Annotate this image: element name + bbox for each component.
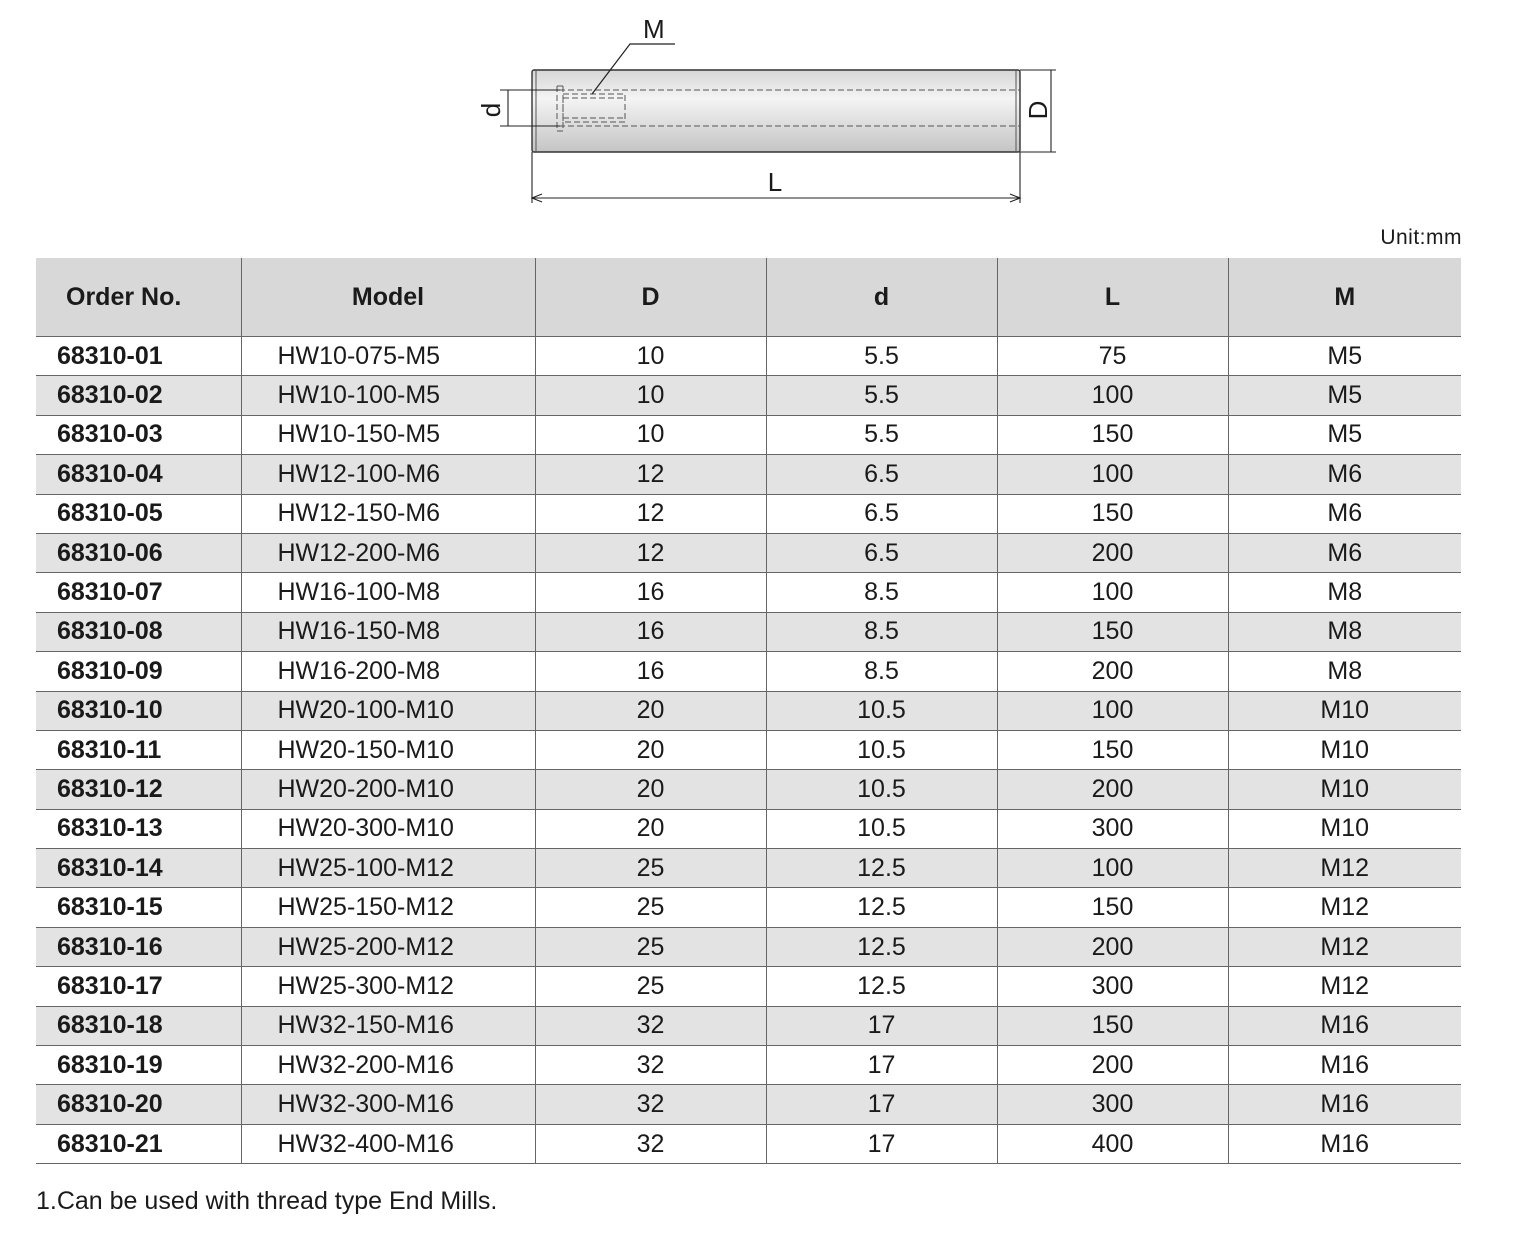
label-d: d (476, 102, 506, 118)
cell-model: HW32-150-M16 (241, 1006, 535, 1045)
label-M: M (643, 14, 665, 44)
cell-M: M16 (1228, 1085, 1461, 1124)
cell-d: 12.5 (766, 967, 997, 1006)
cell-model: HW20-300-M10 (241, 809, 535, 848)
table-row (36, 730, 1461, 769)
table-row (36, 967, 1461, 1006)
cell-D: 32 (535, 1124, 766, 1163)
cell-L: 100 (997, 455, 1228, 494)
cell-L: 300 (997, 967, 1228, 1006)
table-row (36, 927, 1461, 966)
table-row (36, 888, 1461, 927)
cell-L: 200 (997, 533, 1228, 572)
cell-M: M12 (1228, 927, 1461, 966)
cell-model: HW16-150-M8 (241, 612, 535, 651)
cell-d: 5.5 (766, 415, 997, 454)
cell-D: 20 (535, 691, 766, 730)
cell-M: M12 (1228, 967, 1461, 1006)
cell-order-no: 68310-11 (36, 730, 241, 769)
cell-D: 20 (535, 770, 766, 809)
cell-model: HW25-100-M12 (241, 849, 535, 888)
cell-model: HW12-200-M6 (241, 533, 535, 572)
cell-model: HW10-075-M5 (241, 337, 535, 376)
shaft-body (532, 70, 1020, 152)
cell-L: 75 (997, 337, 1228, 376)
cell-M: M12 (1228, 888, 1461, 927)
cell-M: M8 (1228, 612, 1461, 651)
table-header-row (36, 258, 1461, 337)
table-row (36, 809, 1461, 848)
cell-M: M10 (1228, 809, 1461, 848)
cell-D: 20 (535, 730, 766, 769)
cell-D: 25 (535, 888, 766, 927)
cell-d: 6.5 (766, 533, 997, 572)
cell-order-no: 68310-12 (36, 770, 241, 809)
cell-order-no: 68310-08 (36, 612, 241, 651)
cell-D: 16 (535, 612, 766, 651)
cell-D: 10 (535, 415, 766, 454)
table-body (36, 337, 1461, 1164)
cell-model: HW25-300-M12 (241, 967, 535, 1006)
cell-D: 32 (535, 1006, 766, 1045)
cell-order-no: 68310-10 (36, 691, 241, 730)
cell-order-no: 68310-17 (36, 967, 241, 1006)
holder-dimension-drawing (470, 10, 1070, 215)
cell-M: M8 (1228, 652, 1461, 691)
table-row (36, 1046, 1461, 1085)
table-row (36, 494, 1461, 533)
cell-d: 10.5 (766, 691, 997, 730)
cell-L: 100 (997, 849, 1228, 888)
cell-order-no: 68310-01 (36, 337, 241, 376)
cell-D: 10 (535, 376, 766, 415)
cell-L: 150 (997, 612, 1228, 651)
cell-model: HW12-150-M6 (241, 494, 535, 533)
cell-order-no: 68310-07 (36, 573, 241, 612)
header-model: Model (241, 258, 535, 337)
header-D: D (535, 258, 766, 337)
cell-d: 10.5 (766, 809, 997, 848)
cell-M: M6 (1228, 533, 1461, 572)
cell-M: M16 (1228, 1046, 1461, 1085)
cell-model: HW32-200-M16 (241, 1046, 535, 1085)
cell-L: 100 (997, 376, 1228, 415)
cell-L: 200 (997, 927, 1228, 966)
cell-d: 8.5 (766, 573, 997, 612)
cell-order-no: 68310-13 (36, 809, 241, 848)
cell-L: 200 (997, 652, 1228, 691)
cell-D: 16 (535, 573, 766, 612)
footnote: 1.Can be used with thread type End Mills. (36, 1187, 498, 1215)
cell-order-no: 68310-19 (36, 1046, 241, 1085)
label-L: L (767, 167, 783, 197)
cell-d: 8.5 (766, 612, 997, 651)
cell-order-no: 68310-03 (36, 415, 241, 454)
table-row (36, 612, 1461, 651)
cell-L: 300 (997, 1085, 1228, 1124)
cell-D: 25 (535, 967, 766, 1006)
cell-D: 32 (535, 1046, 766, 1085)
cell-model: HW20-150-M10 (241, 730, 535, 769)
cell-order-no: 68310-05 (36, 494, 241, 533)
cell-d: 17 (766, 1124, 997, 1163)
table-row (36, 573, 1461, 612)
cell-L: 150 (997, 415, 1228, 454)
table-row (36, 1006, 1461, 1045)
cell-model: HW10-100-M5 (241, 376, 535, 415)
cell-d: 17 (766, 1085, 997, 1124)
label-D: D (1023, 100, 1053, 120)
cell-D: 10 (535, 337, 766, 376)
table-row (36, 376, 1461, 415)
cell-model: HW32-300-M16 (241, 1085, 535, 1124)
cell-D: 12 (535, 533, 766, 572)
cell-d: 12.5 (766, 849, 997, 888)
cell-L: 300 (997, 809, 1228, 848)
cell-order-no: 68310-15 (36, 888, 241, 927)
cell-d: 12.5 (766, 927, 997, 966)
cell-L: 100 (997, 573, 1228, 612)
cell-M: M10 (1228, 770, 1461, 809)
cell-M: M6 (1228, 455, 1461, 494)
cell-d: 5.5 (766, 376, 997, 415)
cell-d: 6.5 (766, 494, 997, 533)
cell-model: HW25-150-M12 (241, 888, 535, 927)
specification-table (36, 258, 1461, 1164)
cell-model: HW25-200-M12 (241, 927, 535, 966)
cell-M: M5 (1228, 337, 1461, 376)
header-L: L (997, 258, 1228, 337)
table-row (36, 1124, 1461, 1163)
cell-model: HW10-150-M5 (241, 415, 535, 454)
cell-d: 17 (766, 1046, 997, 1085)
cell-d: 8.5 (766, 652, 997, 691)
cell-M: M5 (1228, 376, 1461, 415)
cell-order-no: 68310-14 (36, 849, 241, 888)
cell-L: 200 (997, 770, 1228, 809)
cell-d: 12.5 (766, 888, 997, 927)
cell-d: 10.5 (766, 730, 997, 769)
cell-order-no: 68310-04 (36, 455, 241, 494)
table-row (36, 533, 1461, 572)
cell-d: 5.5 (766, 337, 997, 376)
cell-d: 17 (766, 1006, 997, 1045)
cell-model: HW16-200-M8 (241, 652, 535, 691)
cell-order-no: 68310-09 (36, 652, 241, 691)
cell-M: M10 (1228, 730, 1461, 769)
cell-L: 150 (997, 888, 1228, 927)
cell-M: M6 (1228, 494, 1461, 533)
table-row (36, 1085, 1461, 1124)
cell-L: 200 (997, 1046, 1228, 1085)
header-order-no: Order No. (36, 258, 241, 337)
cell-D: 12 (535, 455, 766, 494)
header-d: d (766, 258, 997, 337)
table-row (36, 455, 1461, 494)
cell-D: 12 (535, 494, 766, 533)
cell-L: 150 (997, 1006, 1228, 1045)
cell-D: 25 (535, 849, 766, 888)
cell-M: M12 (1228, 849, 1461, 888)
cell-order-no: 68310-02 (36, 376, 241, 415)
cell-M: M5 (1228, 415, 1461, 454)
table-row (36, 691, 1461, 730)
header-M: M (1228, 258, 1461, 337)
unit-label: Unit:mm (1380, 226, 1462, 249)
cell-M: M8 (1228, 573, 1461, 612)
cell-d: 10.5 (766, 770, 997, 809)
table-row (36, 652, 1461, 691)
cell-L: 400 (997, 1124, 1228, 1163)
cell-M: M16 (1228, 1124, 1461, 1163)
cell-D: 25 (535, 927, 766, 966)
cell-d: 6.5 (766, 455, 997, 494)
cell-L: 150 (997, 494, 1228, 533)
cell-model: HW20-200-M10 (241, 770, 535, 809)
cell-order-no: 68310-18 (36, 1006, 241, 1045)
cell-order-no: 68310-20 (36, 1085, 241, 1124)
cell-L: 150 (997, 730, 1228, 769)
cell-L: 100 (997, 691, 1228, 730)
cell-model: HW12-100-M6 (241, 455, 535, 494)
cell-model: HW20-100-M10 (241, 691, 535, 730)
table-row (36, 849, 1461, 888)
cell-order-no: 68310-21 (36, 1124, 241, 1163)
cell-order-no: 68310-06 (36, 533, 241, 572)
table-row (36, 770, 1461, 809)
cell-M: M16 (1228, 1006, 1461, 1045)
cell-M: M10 (1228, 691, 1461, 730)
cell-order-no: 68310-16 (36, 927, 241, 966)
cell-model: HW32-400-M16 (241, 1124, 535, 1163)
cell-D: 16 (535, 652, 766, 691)
table-row (36, 337, 1461, 376)
cell-model: HW16-100-M8 (241, 573, 535, 612)
cell-D: 20 (535, 809, 766, 848)
table-row (36, 415, 1461, 454)
cell-D: 32 (535, 1085, 766, 1124)
